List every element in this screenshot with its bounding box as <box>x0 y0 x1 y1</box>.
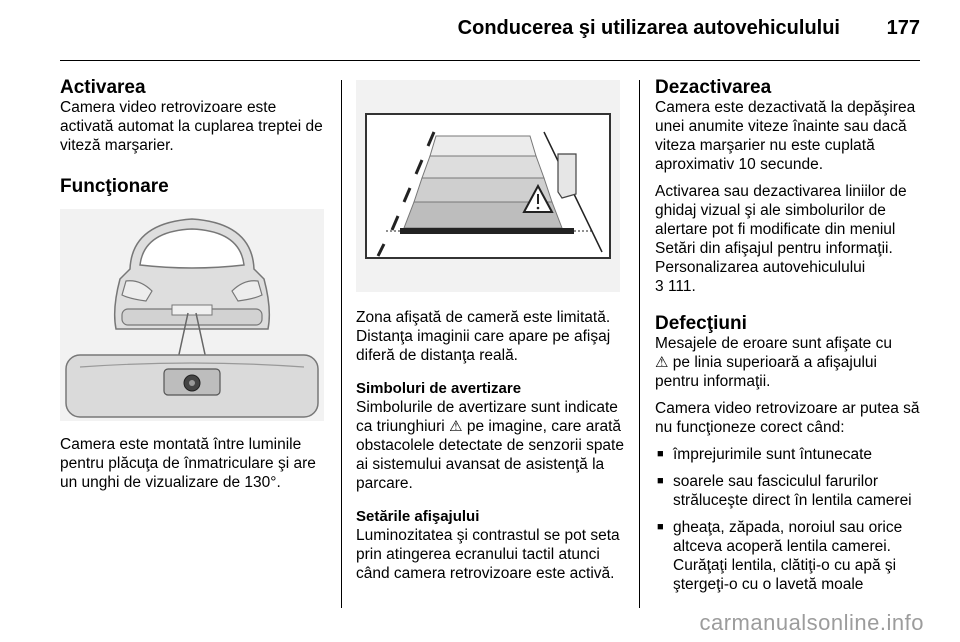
watermark: carmanualsonline.info <box>699 610 924 635</box>
faults-heading: Defecţiuni <box>655 313 747 334</box>
faults-paragraph <box>655 334 925 391</box>
page-reference-arrow-icon: 3 <box>655 278 664 295</box>
display-settings-heading: Setările afişajului <box>356 508 480 525</box>
column-1 <box>60 78 328 492</box>
column-3 <box>655 78 925 594</box>
display-settings-paragraph: Luminozitatea şi contrastul se pot seta prin atingerea ecranului tactil atunci când camera retrovizoare este activă. <box>356 527 620 582</box>
camera-mount-paragraph: Camera este montată între luminile pentru plăcuţa de înmatriculare şi are un unghi de vizualizare de 130°. <box>60 436 316 491</box>
deactivation-heading: Dezactivarea <box>655 77 772 98</box>
page-reference-link[interactable]: 111. <box>667 278 696 295</box>
faults-text-part-a: Mesajele de eroare sunt afişate cu <box>655 335 892 352</box>
bullet-square-icon: ■ <box>657 448 664 460</box>
bullet-square-icon: ■ <box>657 475 664 487</box>
header-rule <box>60 60 920 61</box>
warning-text-part-b: pe imagine, care arată obstacolele detectate de senzorii spate ai sistemului avansat de asistenţă la parcare. <box>356 418 624 492</box>
function-heading: Funcţionare <box>60 176 169 197</box>
activation-paragraph: Camera video retrovizoare este activată automat la cuplarea treptei de viteză marşarier. <box>60 99 323 154</box>
rear-camera-car-illustration <box>60 209 324 421</box>
camera-display-icon <box>356 80 620 292</box>
warning-symbols-paragraph <box>356 398 626 493</box>
activation-heading: Activarea <box>60 77 146 98</box>
list-item-text: împrejurimile sunt întunecate <box>673 446 873 463</box>
settings-paragraph <box>655 182 925 296</box>
deactivation-paragraph: Camera este dezactivată la depăşirea unei anumite viteze înainte sau dacă viteza marşarier nu este cuplată aproximativ 10 secunde. <box>655 99 916 173</box>
list-item <box>655 472 925 510</box>
faults-text-part-b: pe linia superioară a afişajului pentru informaţii. <box>655 354 877 390</box>
page-number: 177 <box>886 17 920 39</box>
warning-symbols-heading: Simboluri de avertizare <box>356 380 522 397</box>
bullet-square-icon: ■ <box>657 521 664 533</box>
camera-display-illustration <box>356 80 620 292</box>
list-item <box>655 445 925 464</box>
car-rear-camera-icon <box>60 209 324 421</box>
list-item <box>655 518 925 594</box>
settings-text: Activarea sau dezactivarea liniilor de ghidaj vizual şi ale simbolurilor de alertare pot fi modificate din meniul Setări din afişajul pentru informaţii. Personalizarea autovehiculului <box>655 183 907 276</box>
warning-triangle-icon: ⚠ <box>449 418 463 435</box>
malfunction-intro: Camera video retrovizoare ar putea să nu funcţioneze corect când: <box>655 400 920 436</box>
list-item-text: soarele sau fasciculul farurilor străluceşte direct în lentila camerei <box>673 473 912 509</box>
warning-text-part-a: Simbolurile de avertizare sunt indicate ca triunghiuri <box>356 399 618 435</box>
column-divider-1 <box>341 80 342 608</box>
display-area-paragraph: Zona afişată de cameră este limitată. Distanţa imaginii care apare pe afişaj diferă de distanţa reală. <box>356 309 611 364</box>
column-divider-2 <box>639 80 640 608</box>
list-item-text: gheaţa, zăpada, noroiul sau orice altceva acoperă lentila camerei. Curăţaţi lentila, clătiţi-o cu apă şi ştergeţi-o cu o lavetă moale <box>673 519 903 593</box>
warning-triangle-icon: ⚠ <box>655 354 669 371</box>
column-2 <box>356 78 626 583</box>
running-header-title: Conducerea şi utilizarea autovehiculului <box>457 17 840 39</box>
